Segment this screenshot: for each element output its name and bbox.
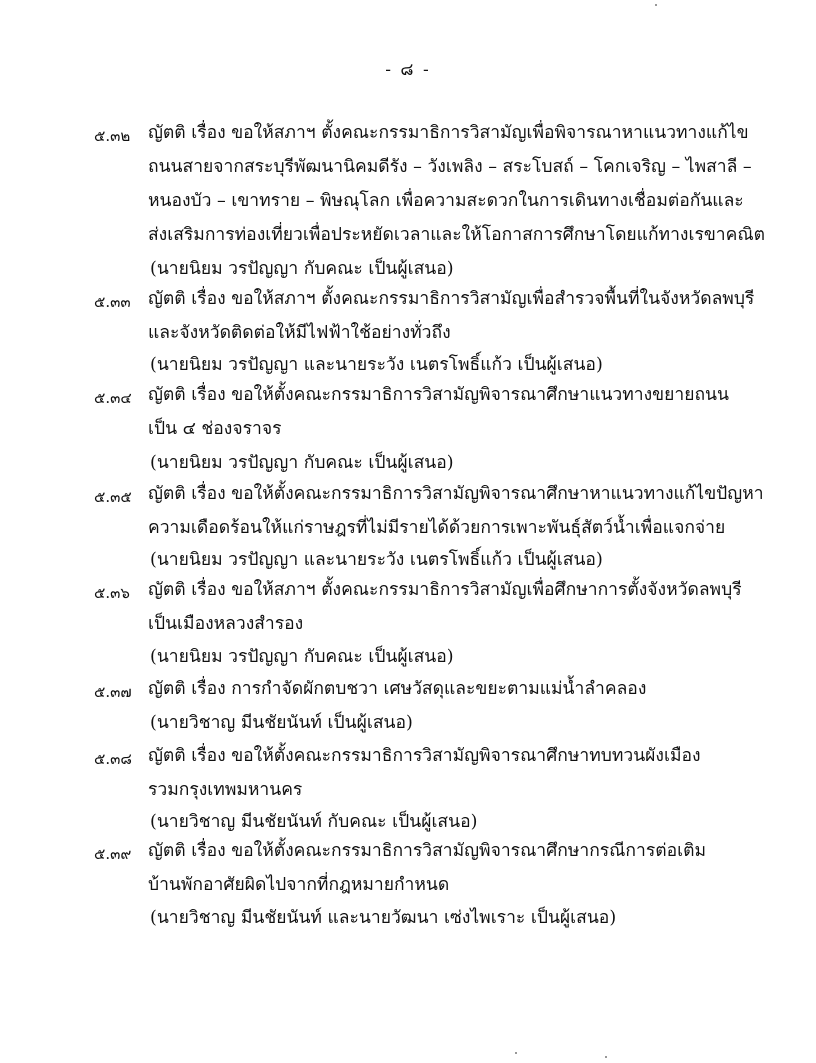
scan-speck: [655, 4, 657, 6]
item-number: ๕.๓๒: [94, 127, 131, 145]
item-proposer: (นายนิยม วรปัญญา กับคณะ เป็นผู้เสนอ): [150, 259, 454, 279]
item-text-line: รวมกรุงเทพมหานคร: [148, 780, 303, 800]
item-number: ๕.๓๓: [94, 293, 131, 311]
item-number: ๕.๓๔: [94, 389, 132, 407]
item-proposer: (นายวิชาญ มีนชัยนันท์ เป็นผู้เสนอ): [150, 713, 413, 733]
item-proposer: (นายนิยม วรปัญญา และนายระวัง เนตรโพธิ์แก้ว เป็นผู้เสนอ): [150, 550, 603, 570]
item-text-line: ญัตติ เรื่อง ขอให้ตั้งคณะกรรมาธิการวิสามัญพิจารณาศึกษาแนวทางขยายถนน: [148, 385, 729, 405]
item-text-line: เป็น ๔ ช่องจราจร: [148, 419, 282, 439]
item-text-line: ความเดือดร้อนให้แก่ราษฎรที่ไม่มีรายได้ด้วยการเพาะพันธุ์สัตว์น้ำเพื่อแจกจ่าย: [148, 518, 726, 538]
item-number: ๕.๓๕: [94, 488, 132, 506]
item-number: ๕.๓๙: [94, 845, 132, 863]
item-text-line: ญัตติ เรื่อง ขอให้ตั้งคณะกรรมาธิการวิสามัญพิจารณาศึกษาหาแนวทางแก้ไขปัญหา: [148, 484, 764, 504]
item-proposer: (นายนิยม วรปัญญา กับคณะ เป็นผู้เสนอ): [150, 453, 454, 473]
item-text-line: หนองบัว – เขาทราย – พิษณุโลก เพื่อความสะดวกในการเดินทางเชื่อมต่อกันและ: [148, 191, 744, 211]
item-text-line: ญัตติ เรื่อง ขอให้ตั้งคณะกรรมาธิการวิสามัญพิจารณาศึกษาทบทวนผังเมือง: [148, 746, 701, 766]
item-proposer: (นายนิยม วรปัญญา และนายระวัง เนตรโพธิ์แก้ว เป็นผู้เสนอ): [150, 355, 603, 375]
item-proposer: (นายวิชาญ มีนชัยนันท์ และนายวัฒนา เซ่งไพเราะ เป็นผู้เสนอ): [150, 908, 617, 928]
item-text-line: ญัตติ เรื่อง ขอให้สภาฯ ตั้งคณะกรรมาธิการวิสามัญเพื่อสำรวจพื้นที่ในจังหวัดลพบุรี: [148, 289, 755, 309]
item-number: ๕.๓๖: [94, 584, 130, 602]
item-text-line: ญัตติ เรื่อง ขอให้สภาฯ ตั้งคณะกรรมาธิการวิสามัญเพื่อศึกษาการตั้งจังหวัดลพบุรี: [148, 580, 742, 600]
item-text-line: และจังหวัดติดต่อให้มีไฟฟ้าใช้อย่างทั่วถึง: [148, 323, 451, 343]
item-proposer: (นายนิยม วรปัญญา กับคณะ เป็นผู้เสนอ): [150, 647, 454, 667]
item-text-line: ญัตติ เรื่อง การกำจัดผักตบชวา เศษวัสดุและขยะตามแม่น้ำลำคลอง: [148, 679, 647, 699]
item-text-line: ญัตติ เรื่อง ขอให้สภาฯ ตั้งคณะกรรมาธิการวิสามัญเพื่อพิจารณาหาแนวทางแก้ไข: [148, 123, 749, 143]
scan-speck: [605, 1056, 607, 1058]
scan-speck: [515, 1052, 517, 1054]
item-text-line: เป็นเมืองหลวงสำรอง: [148, 614, 304, 634]
item-text-line: ถนนสายจากสระบุรีพัฒนานิคมดีรัง – วังเพลิง – สระโบสถ์ – โคกเจริญ – ไพสาลี –: [148, 157, 752, 177]
item-text-line: ญัตติ เรื่อง ขอให้ตั้งคณะกรรมาธิการวิสามัญพิจารณาศึกษากรณีการต่อเติม: [148, 841, 707, 861]
item-number: ๕.๓๗: [94, 683, 132, 701]
item-number: ๕.๓๘: [94, 750, 132, 768]
item-text-line: ส่งเสริมการท่องเที่ยวเพื่อประหยัดเวลาและให้โอกาสการศึกษาโดยแก้ทางเรขาคณิต: [148, 225, 765, 245]
item-proposer: (นายวิชาญ มีนชัยนันท์ กับคณะ เป็นผู้เสนอ): [150, 812, 478, 832]
page-number: - ๘ -: [385, 60, 431, 80]
item-text-line: บ้านพักอาศัยผิดไปจากที่กฎหมายกำหนด: [148, 875, 450, 895]
